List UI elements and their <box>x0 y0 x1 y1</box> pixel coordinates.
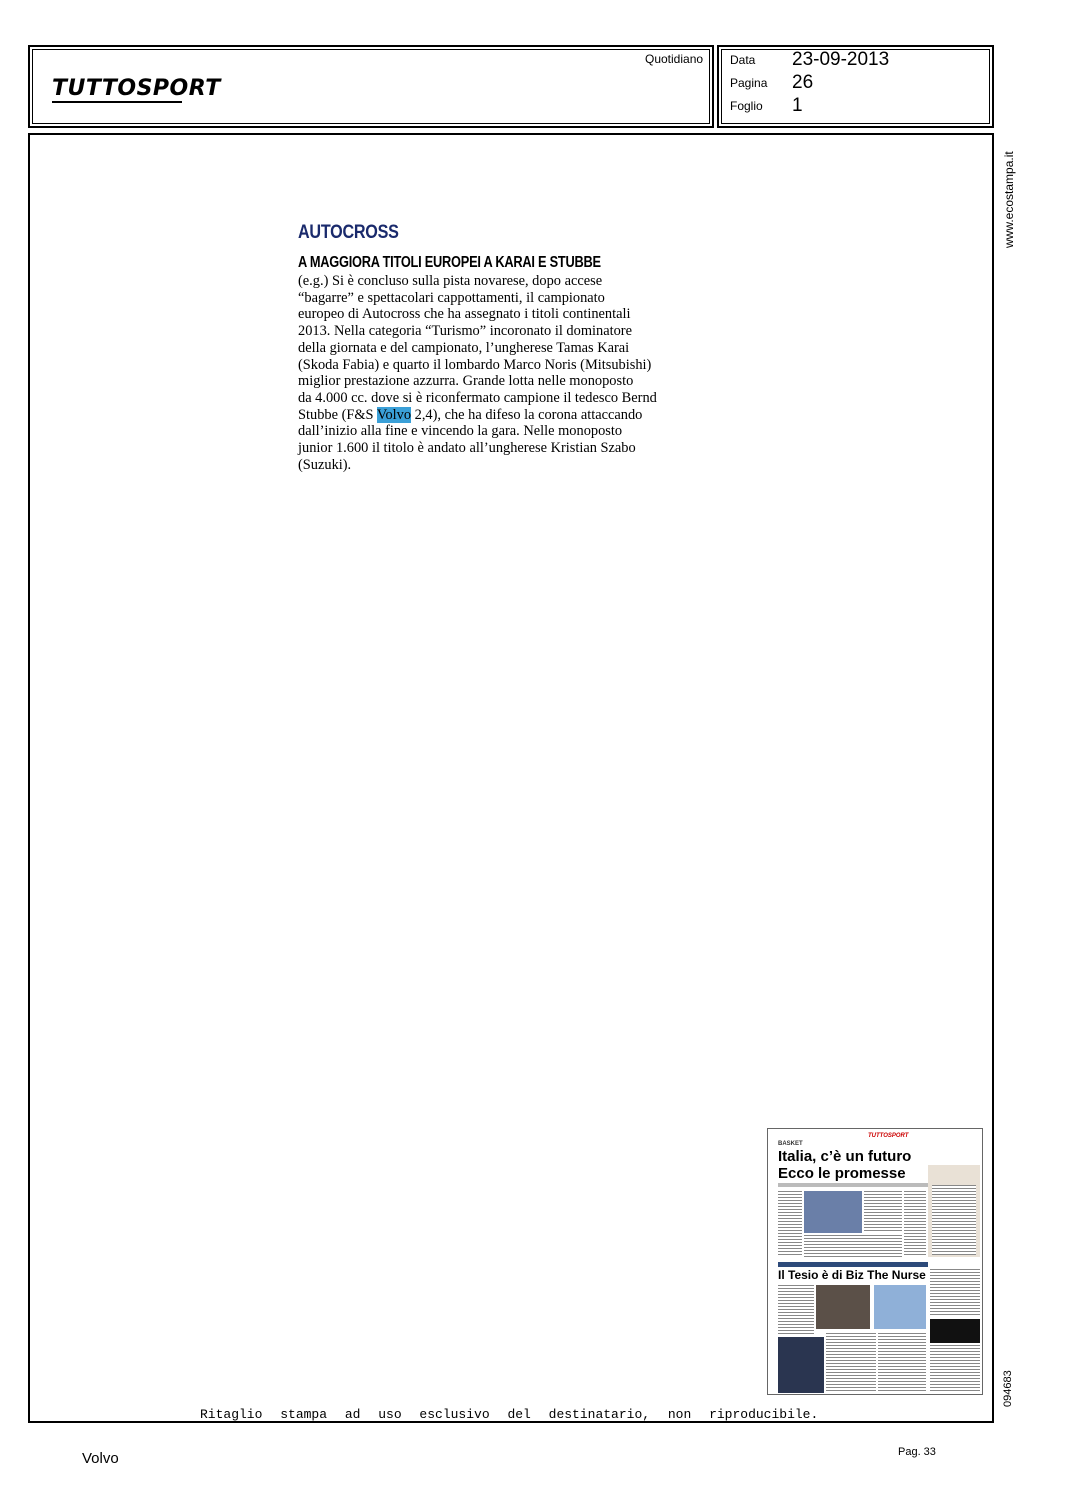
thumbnail-text-column <box>930 1269 980 1317</box>
article-line: dall’inizio alla fine e vincendo la gara. Nelle monoposto <box>298 423 623 440</box>
thumbnail-text-column <box>778 1191 802 1257</box>
keyword-highlight: Volvo <box>376 406 412 423</box>
thumbnail-text-column <box>932 1185 976 1255</box>
article-line: miglior prestazione azzurra. Grande lotta nelle monoposto <box>298 373 634 390</box>
article-line: (Skoda Fabia) e quarto il lombardo Marco Noris (Mitsubishi) <box>298 356 652 373</box>
article-line: da 4.000 cc. dove si è riconfermato campione il tedesco Bernd <box>298 389 657 406</box>
thumbnail-title-line: Ecco le promesse <box>778 1165 906 1182</box>
thumbnail-text-column <box>804 1235 902 1257</box>
article-headline: A MAGGIORA TITOLI EUROPEI A KARAI E STUBBE <box>298 254 601 271</box>
thumbnail-text-column <box>930 1345 980 1393</box>
thumbnail-text-column <box>878 1333 926 1393</box>
meta-label-data: Data <box>730 53 756 67</box>
article-kicker: AUTOCROSS <box>298 222 399 243</box>
thumbnail-table <box>864 1191 902 1231</box>
thumbnail-photo <box>816 1285 870 1329</box>
meta-value-foglio: 1 <box>792 95 803 116</box>
page-thumbnail <box>767 1128 983 1395</box>
thumbnail-black-box <box>930 1319 980 1343</box>
logo-underline <box>52 101 182 103</box>
line-text-after: 2,4), che ha difeso la corona attaccando <box>411 406 643 423</box>
source-website: www.ecostampa.it <box>1002 151 1016 248</box>
thumbnail-subtitle-bar <box>778 1183 928 1187</box>
article-line: “bagarre” e spettacolari cappottamenti, il campionato <box>298 289 605 306</box>
thumbnail-photo <box>874 1285 926 1329</box>
article-body <box>298 273 708 473</box>
publication-type: Quotidiano <box>645 52 704 66</box>
publication-logo: TUTTOSPORT <box>52 76 221 101</box>
line-text-before: Stubbe (F&S <box>298 406 377 423</box>
thumbnail-kicker: BASKET <box>778 1141 803 1147</box>
meta-label-foglio: Foglio <box>730 99 763 113</box>
meta-label-pagina: Pagina <box>730 76 768 90</box>
thumbnail-title-line: Italia, c’è un futuro <box>778 1148 912 1165</box>
page-number: Pag. 33 <box>898 1446 936 1458</box>
article-line: 2013. Nella categoria “Turismo” incoronato il dominatore <box>298 323 632 340</box>
footer-keyword: Volvo <box>82 1450 119 1467</box>
article-line: della giornata e del campionato, l’ungherese Tamas Karai <box>298 339 630 356</box>
article-line: europeo di Autocross che ha assegnato i titoli continentali <box>298 306 631 323</box>
thumbnail-title-2: Il Tesio è di Biz The Nurse <box>778 1268 926 1282</box>
article-line: (Suzuki). <box>298 456 352 473</box>
thumbnail-photo <box>804 1191 862 1233</box>
thumbnail-text-column <box>778 1285 814 1335</box>
article-line: (e.g.) Si è concluso sulla pista novarese, dopo accese <box>298 273 603 289</box>
meta-value-data: 23-09-2013 <box>792 49 890 70</box>
thumbnail-section-band <box>778 1262 928 1267</box>
article-line: junior 1.600 il titolo è andato all’ungherese Kristian Szabo <box>298 440 636 457</box>
article-line-highlighted <box>298 407 708 424</box>
thumbnail-text-column <box>826 1333 876 1393</box>
meta-value-pagina: 26 <box>792 72 814 93</box>
thumbnail-dark-box <box>778 1337 824 1393</box>
disclaimer: Ritaglio stampa ad uso esclusivo del destinatario, non riproducibile. <box>200 1407 819 1422</box>
thumbnail-logo: TUTTOSPORT <box>868 1133 909 1139</box>
thumbnail-text-column <box>904 1191 926 1257</box>
clipping-code: 094683 <box>1002 1370 1014 1407</box>
thumbnail-title <box>778 1148 911 1182</box>
